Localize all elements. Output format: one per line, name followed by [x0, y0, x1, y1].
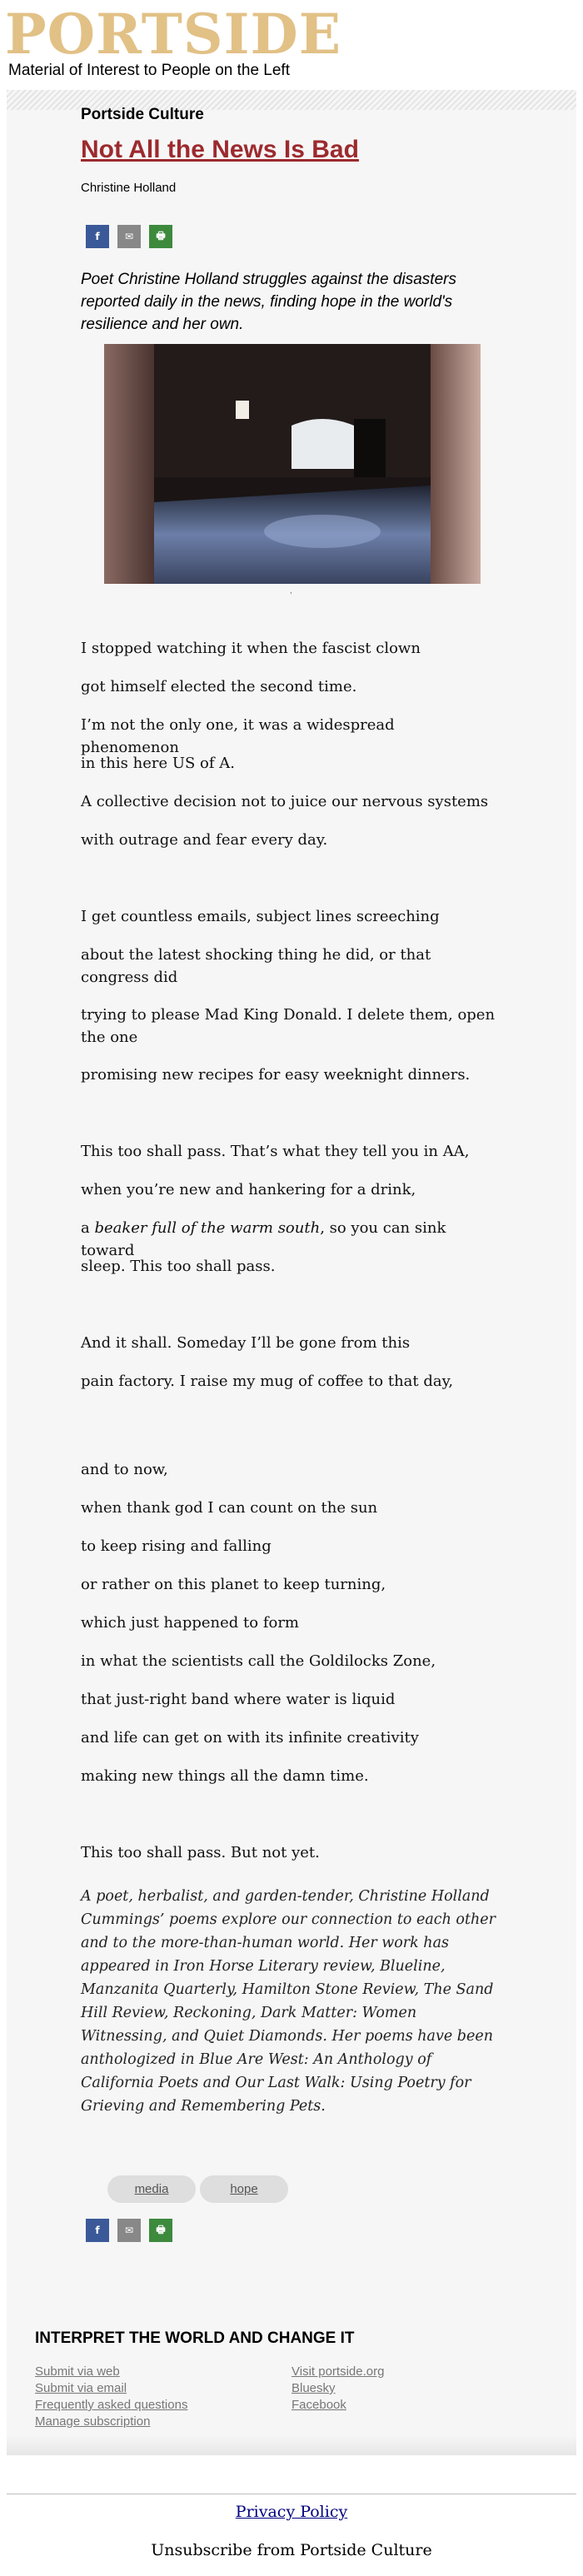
- poem-line: to keep rising and falling: [81, 1537, 272, 1555]
- poem-line: A collective decision not to juice our nervous systems: [81, 793, 489, 810]
- author-byline: Christine Holland: [81, 181, 177, 195]
- poem-line: making new things all the damn time.: [81, 1767, 369, 1785]
- facebook-icon: f: [95, 231, 100, 242]
- submit-web-link[interactable]: Submit via web: [35, 2364, 120, 2379]
- facebook-share-button[interactable]: [86, 2219, 109, 2242]
- print-icon: 🖶: [156, 229, 166, 242]
- poem-line: I’m not the only one, it was a widespread phenomenon: [81, 716, 395, 756]
- author-bio: A poet, herbalist, and garden-tender, Christine Holland Cummings’ poems explore our connection to each other and to the more-than-human world. Her work has appeared in Iron Horse Literary review, Blueline, Manzanita Quarterly, Hamilton Stone Review, The Sand Hill Review, Reckoning, Dark Matter: Women Witnessing, and Quiet Diamonds. Her poems have been anthologized in Blue Are West: An Anthology of California Poets and Our Last Walk: Using Poetry for Grieving and Remembering Pets.: [81, 1888, 496, 2115]
- footer-links-left: [35, 2364, 187, 2430]
- poem-line: This too shall pass. But not yet.: [81, 1844, 320, 1861]
- poem-line: when you’re new and hankering for a drink,: [81, 1181, 416, 1198]
- poem-line: or rather on this planet to keep turning,: [81, 1576, 386, 1593]
- article-title-link[interactable]: Not All the News Is Bad: [81, 136, 359, 163]
- tag-hope[interactable]: hope: [200, 2175, 288, 2203]
- email-icon: ✉: [124, 2225, 134, 2236]
- submit-email-link[interactable]: Submit via email: [35, 2381, 127, 2395]
- poem-text: a: [81, 1219, 95, 1237]
- footer-heading: INTERPRET THE WORLD AND CHANGE IT: [35, 2329, 355, 2347]
- email-icon: ✉: [124, 231, 134, 242]
- poem-line: about the latest shocking thing he did, or that congress did: [81, 946, 431, 986]
- facebook-icon: f: [95, 2225, 100, 2236]
- poem-line: promising new recipes for easy weeknight dinners.: [81, 1066, 471, 1084]
- poem-line: trying to please Mad King Donald. I delete them, open the one: [81, 1006, 496, 1046]
- manage-subscription-link[interactable]: Manage subscription: [35, 2414, 151, 2429]
- poem-line: I stopped watching it when the fascist clown: [81, 640, 421, 657]
- poem-line: And it shall. Someday I’ll be gone from this: [81, 1334, 411, 1352]
- faq-link[interactable]: Frequently asked questions: [35, 2398, 188, 2412]
- poem-text: , so you can sink toward: [81, 1219, 446, 1259]
- facebook-link[interactable]: Facebook: [292, 2398, 346, 2412]
- print-icon: 🖶: [156, 2223, 166, 2235]
- poem-quote-italic: beaker full of the warm south: [94, 1219, 321, 1237]
- unsubscribe-link[interactable]: Unsubscribe from Portside Culture: [151, 2541, 432, 2559]
- visit-portside-link[interactable]: Visit portside.org: [292, 2364, 385, 2379]
- email-share-button[interactable]: [117, 225, 141, 248]
- poem-line: in what the scientists call the Goldilocks Zone,: [81, 1652, 436, 1670]
- print-button[interactable]: [149, 225, 172, 248]
- card-bottom-shade: [7, 2435, 576, 2455]
- privacy-policy-link[interactable]: Privacy Policy: [235, 2503, 348, 2521]
- share-buttons-top: [86, 225, 172, 248]
- portside-logo[interactable]: PORTSIDE: [5, 2, 341, 67]
- poem-line: I get countless emails, subject lines screeching: [81, 908, 440, 925]
- email-share-button[interactable]: [117, 2219, 141, 2242]
- poem-line: sleep. This too shall pass.: [81, 1258, 276, 1275]
- masthead: [5, 2, 580, 82]
- share-buttons-bottom: [86, 2219, 172, 2242]
- print-button[interactable]: [149, 2219, 172, 2242]
- facebook-share-button[interactable]: [86, 225, 109, 248]
- hero-image: [104, 344, 481, 584]
- poem-line: and to now,: [81, 1461, 168, 1478]
- hallway-doorway-image: [104, 344, 481, 584]
- masthead-tagline: Material of Interest to People on the Left: [8, 62, 290, 79]
- poem-line: with outrage and fear every day.: [81, 831, 328, 849]
- poem-line: This too shall pass. That’s what they tell you in AA,: [81, 1143, 470, 1160]
- poem-line: and life can get on with its infinite creativity: [81, 1729, 419, 1746]
- tag-media[interactable]: media: [107, 2175, 196, 2203]
- footer-links-right: [292, 2364, 384, 2414]
- poem-line: when thank god I can count on the sun: [81, 1499, 378, 1517]
- tag-list: [107, 2175, 288, 2203]
- bluesky-link[interactable]: Bluesky: [292, 2381, 336, 2395]
- poem-line: got himself elected the second time.: [81, 678, 357, 695]
- poem-line: that just-right band where water is liquid: [81, 1691, 396, 1708]
- section-name: Portside Culture: [81, 106, 204, 123]
- poem-line: pain factory. I raise my mug of coffee to that day,: [81, 1373, 454, 1390]
- article-dek: Poet Christine Holland struggles against the disasters reported daily in the news, finding hope in the world's resilience and her own.: [81, 271, 456, 333]
- poem-line: which just happened to form: [81, 1614, 299, 1632]
- poem-line: in this here US of A.: [81, 755, 236, 772]
- image-caption: ,: [290, 586, 292, 595]
- article-card: [7, 90, 576, 2455]
